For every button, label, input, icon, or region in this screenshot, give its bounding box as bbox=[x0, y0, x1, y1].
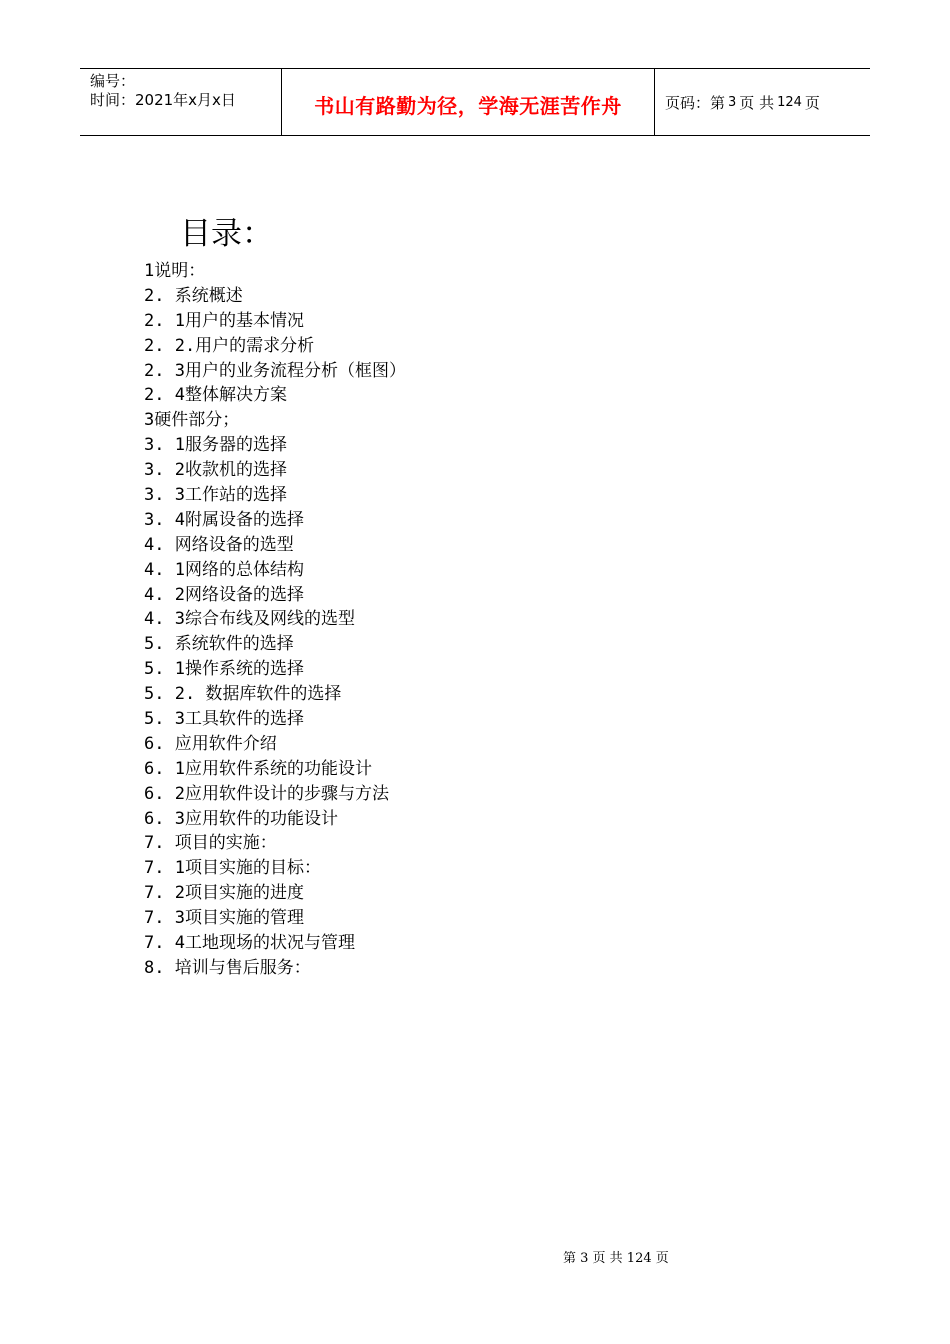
toc-item: 5. 2. 数据库软件的选择 bbox=[144, 684, 342, 705]
toc-item: 6. 应用软件介绍 bbox=[144, 733, 277, 754]
toc-item: 3. 4附属设备的选择 bbox=[144, 509, 304, 530]
toc-item: 3. 2收款机的选择 bbox=[144, 460, 287, 481]
header-page-total: 124 bbox=[777, 94, 802, 110]
toc-item: 4. 3综合布线及网线的选型 bbox=[144, 609, 355, 630]
toc-item: 2. 4整体解决方案 bbox=[144, 385, 287, 406]
toc-item: 2. 3用户的业务流程分析（框图） bbox=[144, 360, 406, 381]
page-footer: 第 3 页 共 124 页 bbox=[563, 1251, 669, 1266]
document-number-label: 编号： bbox=[90, 72, 136, 90]
header-motto: 书山有路勤为径，学海无涯苦作舟 bbox=[314, 93, 622, 118]
header-page-mid: 页 共 bbox=[739, 93, 775, 112]
toc-item: 5. 3工具软件的选择 bbox=[144, 709, 304, 730]
toc-item: 4. 网络设备的选型 bbox=[144, 534, 294, 555]
toc-item: 2. 系统概述 bbox=[144, 285, 243, 306]
page-header bbox=[80, 68, 870, 136]
toc-item: 6. 1应用软件系统的功能设计 bbox=[144, 758, 372, 779]
toc-item: 3. 1服务器的选择 bbox=[144, 435, 287, 456]
toc-item: 2. 2.用户的需求分析 bbox=[144, 335, 315, 356]
header-page-current: 3 bbox=[728, 94, 737, 110]
toc-item: 1说明： bbox=[144, 261, 206, 281]
toc-item: 7. 1项目实施的目标： bbox=[144, 858, 321, 879]
toc-item: 4. 1网络的总体结构 bbox=[144, 559, 304, 580]
toc-list bbox=[144, 259, 406, 981]
toc-item: 3硬件部分； bbox=[144, 410, 240, 431]
toc-item: 6. 2应用软件设计的步骤与方法 bbox=[144, 783, 389, 804]
document-time-label: 时间：2021年x月x日 bbox=[90, 91, 236, 109]
toc-item: 4. 2网络设备的选择 bbox=[144, 584, 304, 605]
header-page-suffix: 页 bbox=[804, 93, 820, 112]
toc-item: 2. 1用户的基本情况 bbox=[144, 310, 304, 331]
toc-item: 6. 3应用软件的功能设计 bbox=[144, 808, 338, 829]
header-page-prefix: 页码：第 bbox=[665, 93, 726, 112]
header-page-cell bbox=[655, 69, 870, 135]
header-info-cell bbox=[80, 69, 282, 135]
toc-item: 5. 1操作系统的选择 bbox=[144, 659, 304, 680]
toc-title: 目录： bbox=[180, 216, 273, 252]
toc-item: 7. 3项目实施的管理 bbox=[144, 908, 304, 929]
toc-item: 5. 系统软件的选择 bbox=[144, 634, 294, 655]
toc-item: 7. 项目的实施： bbox=[144, 833, 277, 854]
toc-item: 3. 3工作站的选择 bbox=[144, 485, 287, 506]
header-motto-cell bbox=[282, 69, 655, 135]
toc-item: 7. 4工地现场的状况与管理 bbox=[144, 933, 355, 954]
toc-item: 7. 2项目实施的进度 bbox=[144, 883, 304, 904]
toc-item: 8. 培训与售后服务： bbox=[144, 957, 311, 978]
